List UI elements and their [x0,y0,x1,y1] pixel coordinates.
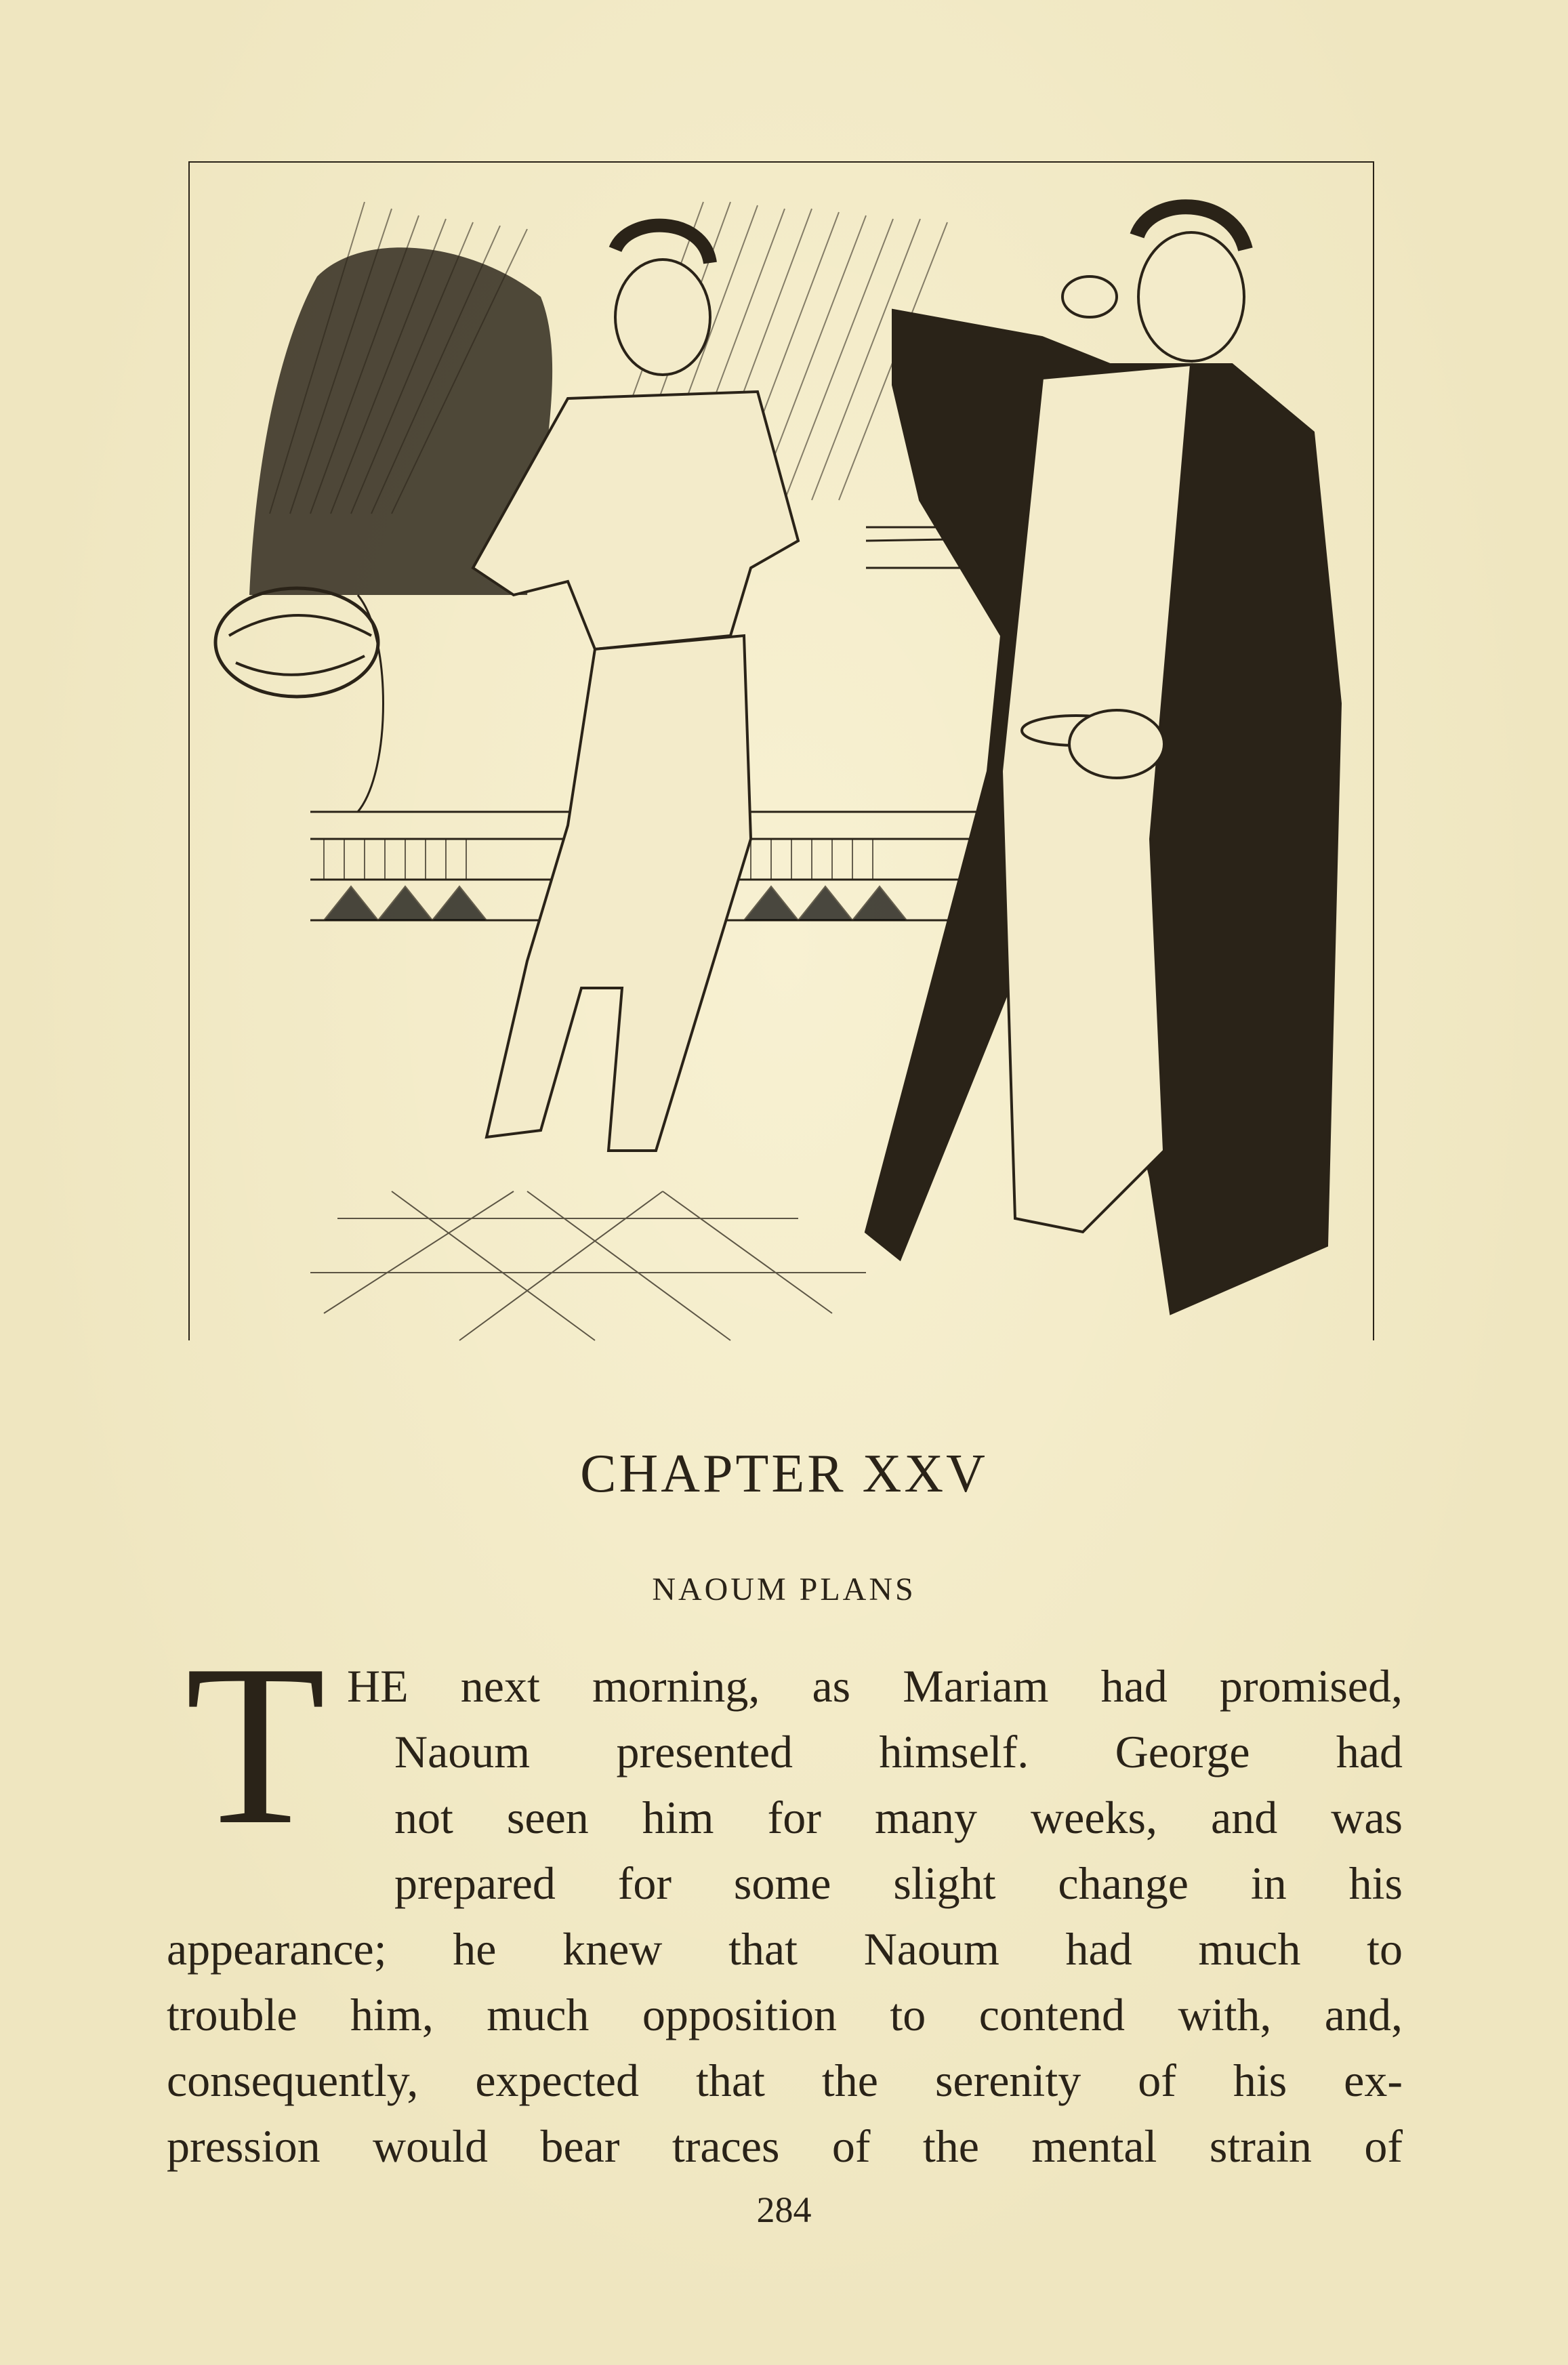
text-line: not seen him for many weeks, and was [394,1792,1403,1843]
text-line: Naoum presented himself. George had [394,1726,1403,1777]
text-line: prepared for some slight change in his [394,1857,1403,1909]
chapter-illustration [188,161,1374,1381]
chapter-subtitle: NAOUM PLANS [652,1571,916,1607]
text-line: consequently, expected that the serenity of his ex- [167,2055,1403,2106]
page-number: 284 [756,2189,812,2230]
text-line: HE next morning, as Mariam had promised, [347,1660,1403,1712]
drop-cap: T [185,1617,326,1872]
text-line: appearance; he knew that Naoum had much to [167,1923,1403,1975]
text-line: trouble him, much opposition to contend with, and, [167,1989,1403,2040]
chapter-title: CHAPTER XXV [580,1444,988,1504]
text-line: pression would bear traces of the mental strain of [167,2120,1403,2172]
